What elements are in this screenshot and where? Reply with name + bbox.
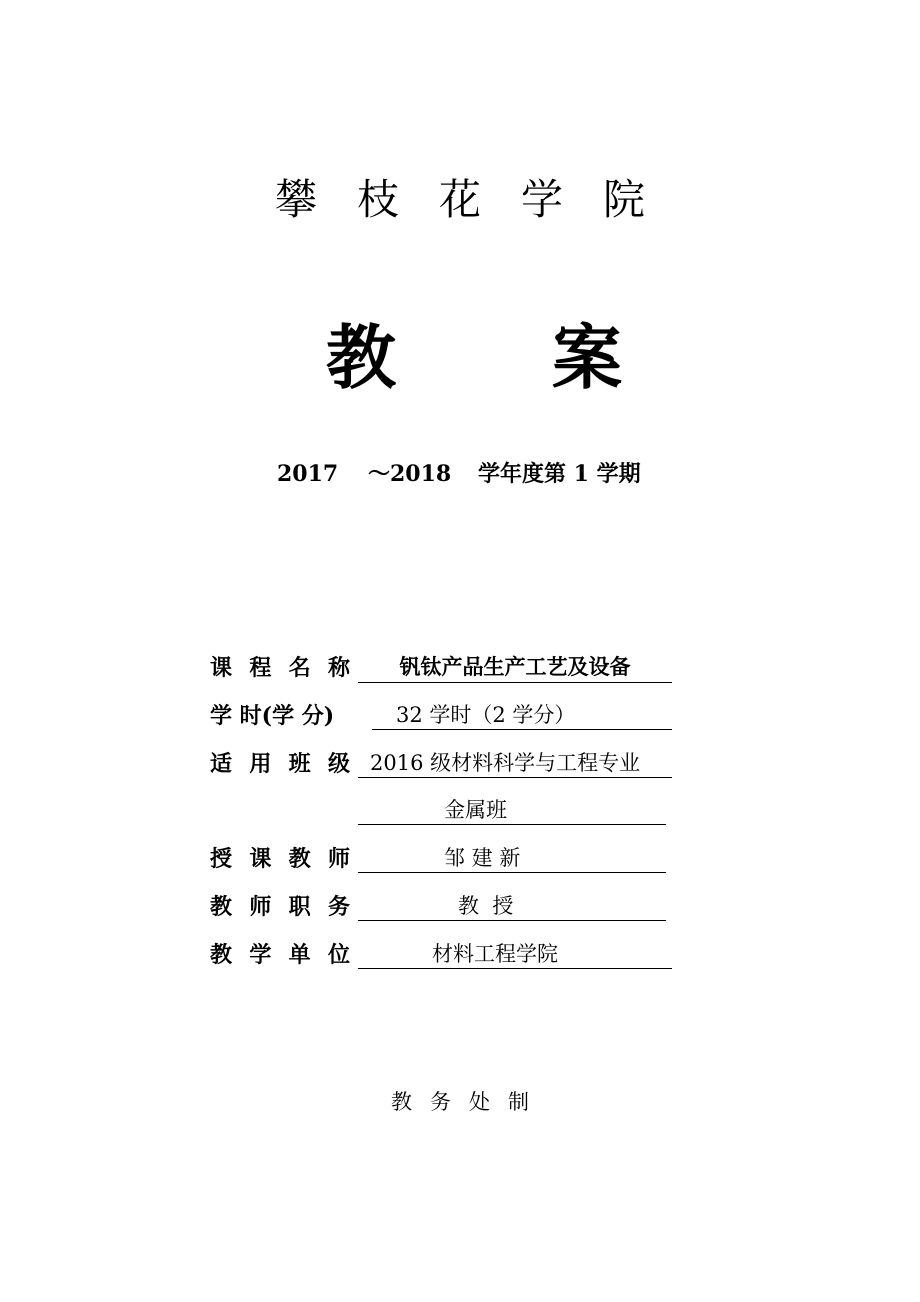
class-label [210,748,350,780]
label-char: 课 [210,655,233,681]
footer-issuer: 教务处制 [391,1090,547,1114]
school-name: 攀枝花学院 [274,175,685,224]
label-char: 课 [249,846,272,872]
class-value-line2: 金属班 [358,795,666,825]
label-char: 称 [327,655,350,681]
label-char: 程 [249,655,272,681]
teacher-value: 邹 建 新 [358,843,666,873]
course-name-label [210,652,350,684]
year-start: 2017 [277,461,339,487]
label-char: 位 [327,942,350,968]
label-char: 务 [327,894,350,920]
teaching-unit-value: 材料工程学院 [358,939,672,969]
teacher-title-value: 教 授 [358,891,666,921]
label-char: 用 [249,751,272,777]
label-char: 名 [288,655,311,681]
hours-value: 32 学时（2 学分） [372,700,672,730]
label-char: 师 [327,846,350,872]
label-char: 教 [288,846,311,872]
label-char: 学 [249,942,272,968]
course-name-value: 钒钛产品生产工艺及设备 [358,652,672,683]
label-char: 单 [288,942,311,968]
academic-term: 学年度第 1 学期 [478,461,641,487]
label-char: 适 [210,751,233,777]
label-char: 授 [210,846,233,872]
label-char: 职 [288,894,311,920]
label-char: 班 [288,751,311,777]
doc-title-jiao: 教 [326,317,396,399]
teacher-title-label [210,891,350,923]
hours-label: 学 时(学 分) [210,703,335,729]
label-char: 师 [249,894,272,920]
label-char: 教 [210,942,233,968]
doc-title-an: 案 [552,317,622,399]
teacher-label [210,843,350,875]
year-end: ～2018 [368,461,452,487]
class-value-line1: 2016 级材料科学与工程专业 [358,748,672,778]
label-char: 级 [327,751,350,777]
teaching-unit-label [210,939,350,971]
label-char: 教 [210,894,233,920]
